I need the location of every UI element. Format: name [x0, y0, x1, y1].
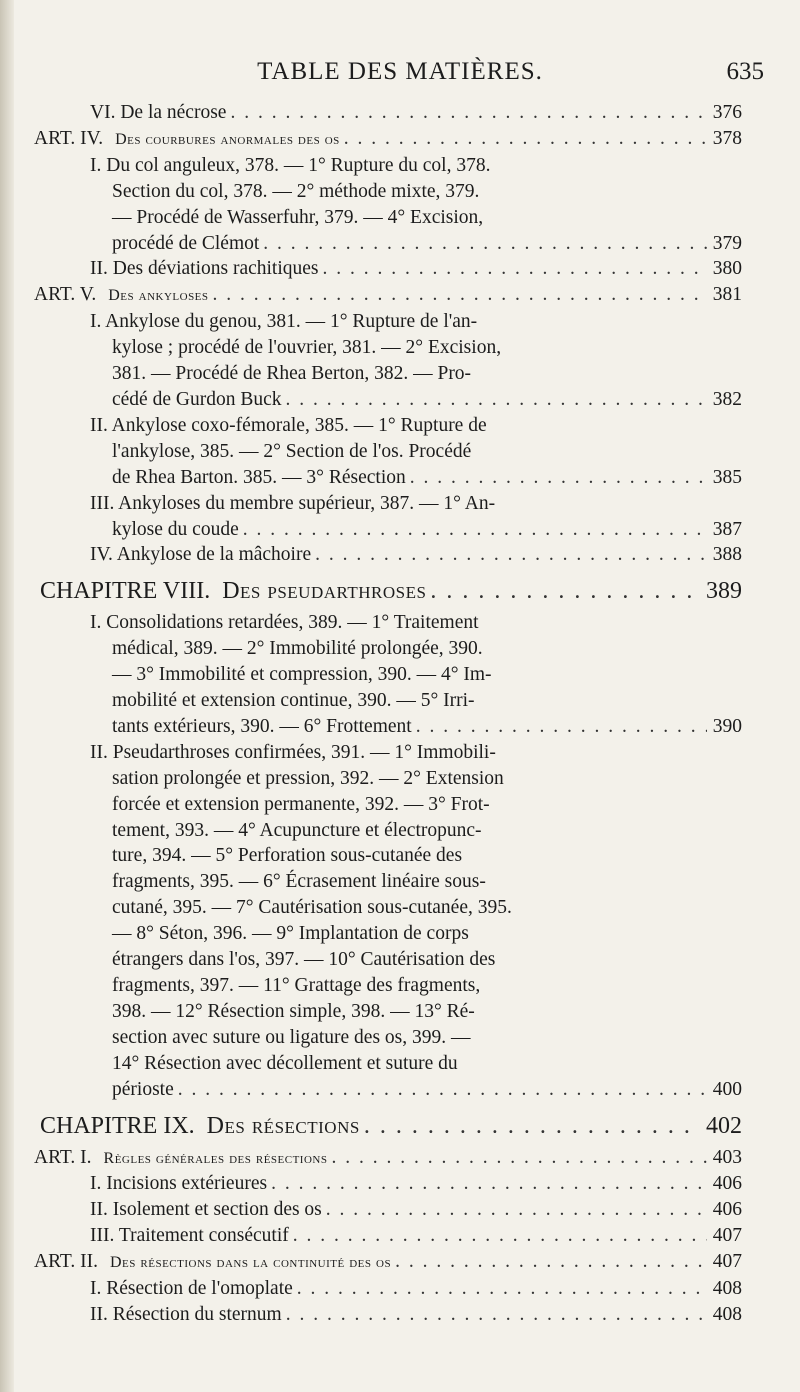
toc-page-number: 389 [706, 578, 742, 605]
toc-entry-line: I. Du col anguleux, 378. — 1° Rupture du col, 378. [90, 154, 491, 176]
toc-entry[interactable] [0, 610, 800, 740]
toc-entry-title: tants extérieurs, 390. — 6° Frottement [112, 715, 412, 737]
toc-entry-line: l'ankylose, 385. — 2° Section de l'os. Procédé [112, 440, 472, 462]
toc-page-number: 403 [712, 1146, 742, 1168]
toc-entry-title: II. Des déviations rachitiques [90, 258, 319, 280]
toc-entry-line: — Procédé de Wasserfuhr, 379. — 4° Excision, [112, 206, 484, 228]
dot-leader [326, 1197, 707, 1223]
toc-entry-title: Des courbures anormales des os [115, 130, 340, 148]
toc-chapter[interactable] [0, 1109, 800, 1143]
page-header [0, 58, 800, 90]
article-label: ART. IV. [34, 127, 104, 149]
toc-page-number: 400 [712, 1078, 742, 1100]
toc-entry[interactable] [0, 542, 800, 568]
running-title: TABLE DES MATIÈRES. [257, 58, 543, 85]
toc-page-number: 379 [712, 232, 742, 254]
dot-leader [416, 714, 707, 740]
dot-leader [430, 574, 700, 608]
dot-leader [364, 1109, 700, 1143]
toc-entry[interactable] [0, 1276, 800, 1302]
dot-leader [230, 100, 706, 126]
toc-page-number: 402 [706, 1112, 742, 1139]
dot-leader [331, 1145, 706, 1171]
toc-entry-line: cutané, 395. — 7° Cautérisation sous-cutanée, 395. [112, 897, 512, 919]
dot-leader [323, 256, 707, 282]
dot-leader [410, 465, 707, 491]
table-of-contents [0, 100, 800, 1328]
toc-entry-title: Des pseudarthroses [222, 578, 427, 605]
toc-page-number: 406 [712, 1199, 742, 1221]
article-label: ART. II. [34, 1251, 98, 1273]
toc-entry-line: — 8° Séton, 396. — 9° Implantation de corps [112, 923, 469, 945]
toc-page-number: 388 [712, 544, 742, 566]
toc-entry-line: — 3° Immobilité et compression, 390. — 4° Im- [112, 664, 492, 686]
toc-entry[interactable] [0, 491, 800, 543]
dot-leader [286, 1302, 707, 1328]
toc-entry-line: kylose ; procédé de l'ouvrier, 381. — 2° Excision, [112, 337, 502, 359]
toc-entry-title: III. Traitement consécutif [90, 1225, 289, 1247]
toc-page-number: 407 [712, 1251, 742, 1273]
toc-entry[interactable] [0, 1171, 800, 1197]
toc-entry-line: III. Ankyloses du membre supérieur, 387. — 1° An- [90, 492, 496, 514]
toc-entry[interactable] [0, 740, 800, 1103]
dot-leader [178, 1077, 707, 1103]
toc-entry[interactable] [0, 1197, 800, 1223]
dot-leader [285, 387, 706, 413]
toc-page-number: 382 [712, 388, 742, 410]
toc-article[interactable] [0, 1249, 800, 1276]
article-label: ART. V. [34, 284, 97, 306]
dot-leader [395, 1249, 707, 1275]
toc-entry-line: II. Ankylose coxo-fémorale, 385. — 1° Rupture de [90, 414, 487, 436]
toc-page-number: 387 [712, 518, 742, 540]
toc-entry[interactable] [0, 1223, 800, 1249]
dot-leader [297, 1276, 707, 1302]
toc-entry-title: II. Résection du sternum [90, 1303, 282, 1325]
toc-page-number: 376 [712, 102, 742, 123]
toc-entry-title: II. Isolement et section des os [90, 1199, 322, 1221]
toc-page-number: 407 [712, 1225, 742, 1247]
toc-page-number: 385 [712, 466, 742, 488]
toc-entry-line: Section du col, 378. — 2° méthode mixte, 379. [112, 180, 480, 202]
toc-entry-title: I. Incisions extérieures [90, 1173, 268, 1195]
toc-entry-line: ture, 394. — 5° Perforation sous-cutanée des [112, 845, 463, 867]
toc-entry-title: VI. De la nécrose [90, 102, 227, 123]
toc-entry-line: tement, 393. — 4° Acupuncture et électropunc- [112, 819, 482, 841]
dot-leader [263, 231, 706, 257]
dot-leader [243, 517, 707, 543]
dot-leader [315, 542, 707, 568]
toc-entry-title: Règles générales des résections [103, 1149, 328, 1167]
toc-entry[interactable] [0, 100, 800, 126]
toc-entry[interactable] [0, 1302, 800, 1328]
toc-entry[interactable] [0, 309, 800, 413]
toc-entry-title: procédé de Clémot [112, 232, 260, 254]
dot-leader [213, 282, 707, 308]
toc-page-number: 380 [712, 258, 742, 280]
toc-entry-line: I. Ankylose du genou, 381. — 1° Rupture de l'an- [90, 311, 478, 333]
toc-entry-line: fragments, 397. — 11° Grattage des fragments, [112, 975, 481, 996]
toc-article[interactable] [0, 1145, 800, 1172]
toc-entry-line: fragments, 395. — 6° Écrasement linéaire sous- [112, 871, 486, 893]
toc-entry-title: kylose du coude [112, 518, 239, 540]
dot-leader [344, 126, 707, 152]
toc-entry[interactable] [0, 413, 800, 491]
toc-entry-title: IV. Ankylose de la mâchoire [90, 544, 312, 566]
toc-page-number: 390 [712, 715, 742, 737]
dot-leader [293, 1223, 707, 1249]
toc-article[interactable] [0, 126, 800, 153]
toc-entry-line: médical, 389. — 2° Immobilité prolongée, 390. [112, 638, 483, 660]
toc-entry-title: cédé de Gurdon Buck [112, 388, 282, 410]
dot-leader [271, 1171, 707, 1197]
toc-entry-line: 381. — Procédé de Rhea Berton, 382. — Pro- [112, 363, 472, 385]
toc-entry-line: 398. — 12° Résection simple, 398. — 13° Ré- [112, 1000, 475, 1022]
toc-entry-line: mobilité et extension continue, 390. — 5° Irri- [112, 690, 475, 712]
article-label: ART. I. [34, 1146, 92, 1168]
toc-entry-title: Des résections dans la continuité des os [110, 1254, 392, 1272]
toc-chapter[interactable] [0, 574, 800, 608]
toc-article[interactable] [0, 282, 800, 309]
toc-page-number: 408 [712, 1278, 742, 1300]
toc-entry-line: section avec suture ou ligature des os, 399. — [112, 1026, 471, 1048]
toc-entry-line: étrangers dans l'os, 397. — 10° Cautérisation des [112, 949, 496, 971]
page-number: 635 [726, 58, 764, 85]
toc-entry[interactable] [0, 256, 800, 282]
toc-entry-line: sation prolongée et pression, 392. — 2° Extension [112, 767, 504, 789]
toc-entry[interactable] [0, 153, 800, 257]
toc-entry-line: I. Consolidations retardées, 389. — 1° Traitement [90, 612, 479, 634]
chapter-label: CHAPITRE IX. [40, 1112, 195, 1139]
toc-entry-line: 14° Résection avec décollement et suture du [112, 1052, 458, 1074]
toc-page-number: 378 [712, 127, 742, 149]
toc-page-number: 381 [712, 284, 742, 306]
toc-entry-title: de Rhea Barton. 385. — 3° Résection [112, 466, 406, 488]
toc-entry-title: périoste [112, 1078, 174, 1100]
chapter-label: CHAPITRE VIII. [40, 578, 211, 605]
toc-entry-line: forcée et extension permanente, 392. — 3° Frot- [112, 793, 490, 815]
toc-entry-line: II. Pseudarthroses confirmées, 391. — 1° Immobili- [90, 741, 496, 763]
toc-entry-title: Des ankyloses [108, 287, 209, 305]
toc-page-number: 408 [712, 1303, 742, 1325]
toc-entry-title: I. Résection de l'omoplate [90, 1278, 293, 1300]
toc-page-number: 406 [712, 1173, 742, 1195]
toc-entry-title: Des résections [206, 1112, 360, 1139]
